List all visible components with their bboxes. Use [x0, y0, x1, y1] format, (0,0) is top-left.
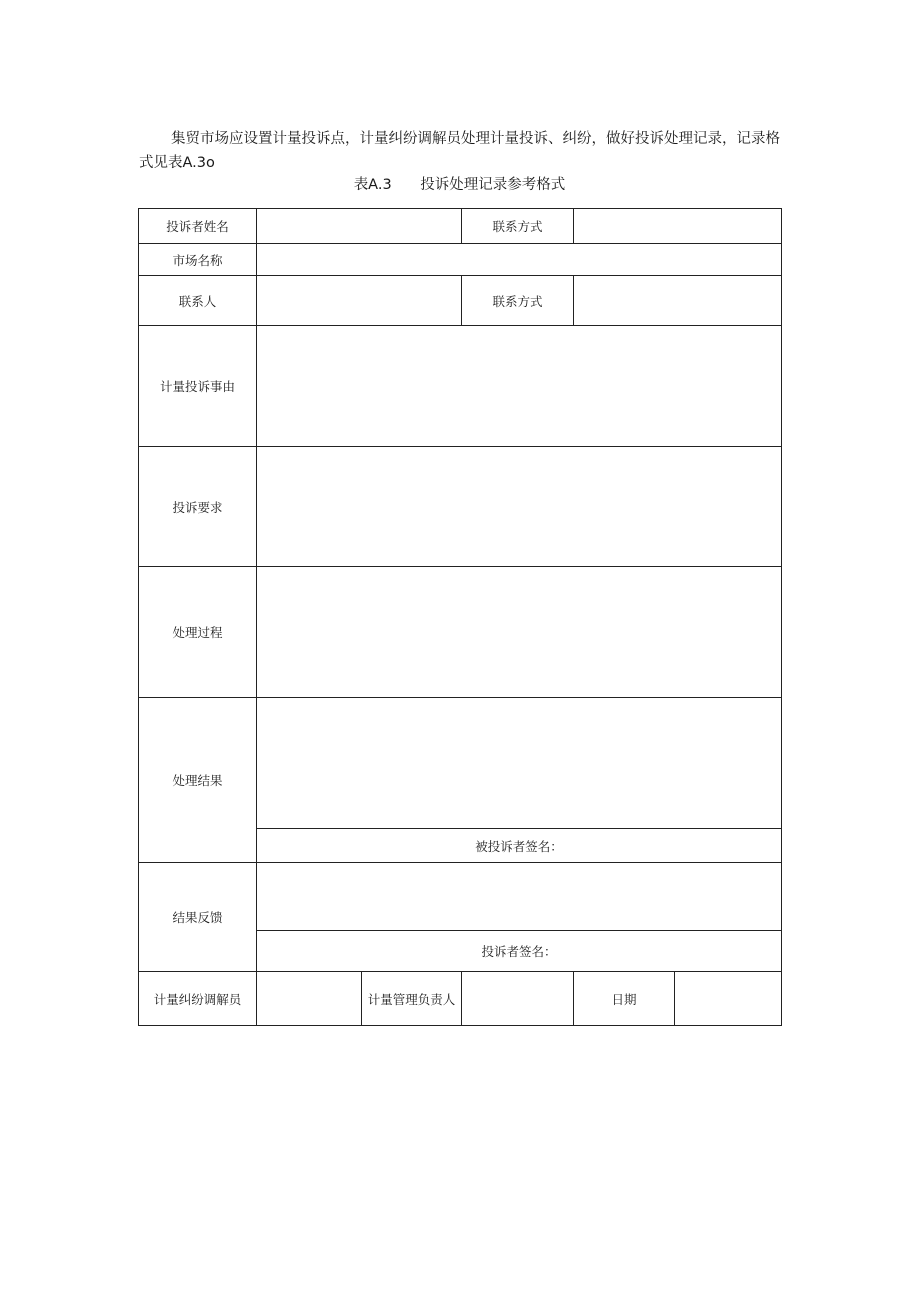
respondent-signature-field[interactable]: 被投诉者签名： — [257, 829, 782, 863]
market-name-label: 市场名称 — [139, 244, 257, 276]
handling-process-field[interactable] — [257, 567, 782, 698]
complaint-request-field[interactable] — [257, 447, 782, 567]
handling-result-field[interactable] — [257, 698, 782, 829]
manager-field[interactable] — [462, 972, 574, 1026]
contact-person-label: 联系人 — [139, 276, 257, 326]
intro-paragraph: 集贸市场应设置计量投诉点，计量纠纷调解员处理计量投诉、纠纷，做好投诉处理记录，记录格式见表A.3o — [139, 130, 780, 171]
date-field[interactable] — [675, 972, 782, 1026]
table-number: 表A.3 — [353, 177, 392, 193]
handling-process-label: 处理过程 — [139, 567, 257, 698]
complainant-name-field[interactable] — [257, 209, 462, 244]
complainant-signature-field[interactable]: 投诉者签名： — [257, 931, 782, 972]
table-title: 投诉处理记录参考格式 — [420, 177, 566, 193]
complaint-matter-field[interactable] — [257, 326, 782, 447]
mediator-label: 计量纠纷调解员 — [139, 972, 257, 1026]
market-name-field[interactable] — [257, 244, 782, 276]
table-caption — [139, 173, 780, 197]
contact-method-2-field[interactable] — [574, 276, 782, 326]
contact-method-label: 联系方式 — [462, 209, 574, 244]
result-feedback-field[interactable] — [257, 863, 782, 931]
complainant-name-label: 投诉者姓名 — [139, 209, 257, 244]
complaint-matter-label: 计量投诉事由 — [139, 326, 257, 447]
contact-method-2-label: 联系方式 — [462, 276, 574, 326]
result-feedback-label: 结果反馈 — [139, 863, 257, 972]
handling-result-label: 处理结果 — [139, 698, 257, 863]
complaint-record-form — [138, 208, 782, 1026]
date-label: 日期 — [574, 972, 675, 1026]
contact-method-field[interactable] — [574, 209, 782, 244]
mediator-field[interactable] — [257, 972, 362, 1026]
complaint-request-label: 投诉要求 — [139, 447, 257, 567]
manager-label: 计量管理负责人 — [362, 972, 462, 1026]
contact-person-field[interactable] — [257, 276, 462, 326]
